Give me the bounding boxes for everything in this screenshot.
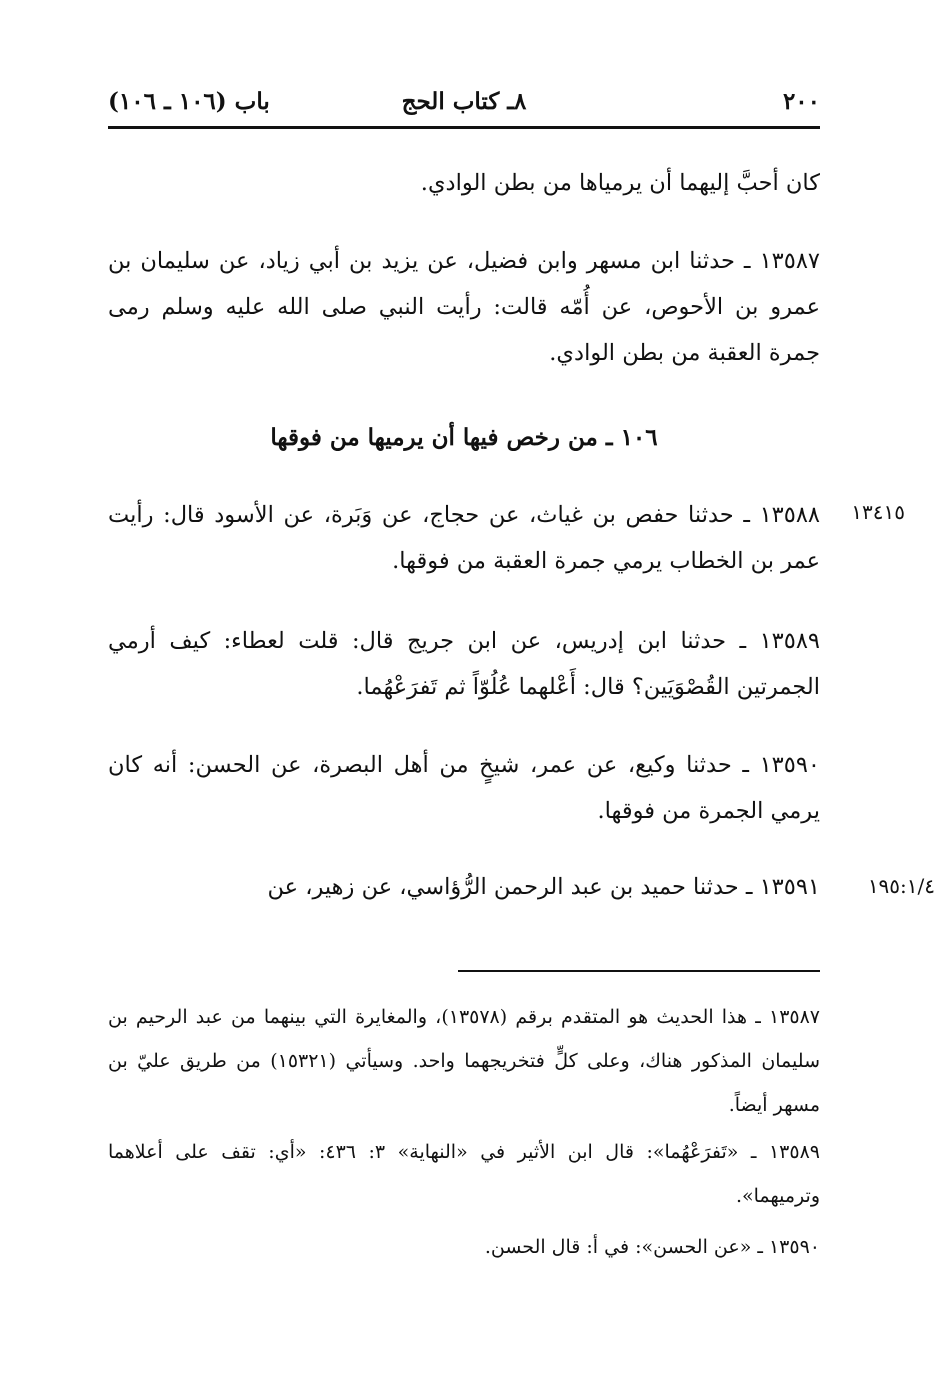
- page-header: [108, 88, 820, 124]
- hadith-13589: ١٣٥٨٩ ـ حدثنا ابن إدريس، عن ابن جريج قال: قلت لعطاء: كيف أرمي الجمرتين القُصْوَيَين؟ قال: أَعْلهما عُلُوّاً ثم تَفرَعْهُما.: [108, 628, 820, 700]
- hadith-13590: ١٣٥٩٠ ـ حدثنا وكيع، عن عمر، شيخٍ من أهل البصرة، عن الحسن: أنه كان يرمي الجمرة من فوقها.: [108, 752, 820, 824]
- chapter-reference: باب (١٠٦ ـ ١٠٦): [108, 88, 270, 115]
- footnote-separator: [458, 970, 820, 972]
- book-title: ٨ـ كتاب الحج: [401, 88, 527, 115]
- chapter-heading: ١٠٦ ـ من رخص فيها أن يرميها من فوقها: [270, 424, 658, 451]
- margin-reference-volume: ١٩٥:١/٤: [867, 874, 935, 898]
- paragraph-continuation: كان أحبَّ إليهما أن يرمياها من بطن الوادي.: [420, 170, 820, 196]
- page-number: ٢٠٠: [782, 88, 820, 115]
- footnote-13589: ١٣٥٨٩ ـ «تَفرَعْهُما»: قال ابن الأثير في «النهاية» ٣: ٤٣٦: «أي: تقف على أعلاهما وترميهما».: [108, 1141, 820, 1207]
- margin-reference-13415: ١٣٤١٥: [851, 500, 905, 524]
- hadith-13588: ١٣٥٨٨ ـ حدثنا حفص بن غياث، عن حجاج، عن وَبَرة، عن الأسود قال: رأيت عمر بن الخطاب يرمي جمرة العقبة من فوقها.: [108, 502, 820, 574]
- footnote-13587: ١٣٥٨٧ ـ هذا الحديث هو المتقدم برقم (١٣٥٧٨)، والمغايرة التي بينهما من عبد الرحيم بن سليمان المذكور هناك، وعلى كلٍّ فتخريجهما واحد. وسيأتي (١٥٣٢١) من طريق عليّ بن مسهر أيضاً.: [108, 1006, 821, 1116]
- footnote-13590: ١٣٥٩٠ ـ «عن الحسن»: في أ: قال الحسن.: [484, 1236, 820, 1258]
- hadith-13591: ١٣٥٩١ ـ حدثنا حميد بن عبد الرحمن الرُّؤاسي، عن زهير، عن: [267, 874, 820, 900]
- hadith-13587: ١٣٥٨٧ ـ حدثنا ابن مسهر وابن فضيل، عن يزيد بن أبي زياد، عن سليمان بن عمرو بن الأحوص، عن أُمّه قالت: رأيت النبي صلى الله عليه وسلم رمى جمرة العقبة من بطن الوادي.: [108, 248, 820, 366]
- header-rule: [108, 126, 820, 129]
